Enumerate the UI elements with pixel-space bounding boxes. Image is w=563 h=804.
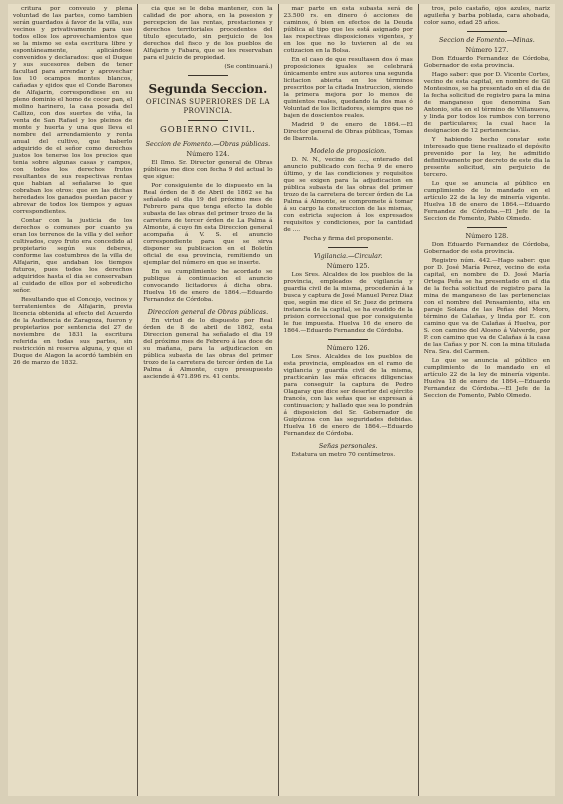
- section-heading: Señas personales.: [318, 442, 378, 450]
- item-number: Número 127.: [465, 46, 509, 54]
- paragraph: tros, pelo castaño, ojos azules, nariz aguileña y barba poblada, cara ahobada, color sano, edad 25 años.: [423, 6, 551, 26]
- section-subtitle: OFICINAS SUPERIORES DE LA PROVINCIA.: [145, 98, 270, 115]
- section-heading: Direccion general de Obras públicas.: [147, 308, 269, 316]
- section-heading: Seccion de Fomento.—Obras públicas.: [145, 140, 271, 148]
- continuation-note: (Se continuará.): [224, 64, 273, 70]
- paragraph: mar parte en esta subasta será de 23.500 rs. en dinero ó acciones de caminos, ó bien en efectos de la Deuda pública al tipo que les está asignado por las respectivas disposiciones vigentes, y en los que no lo tuvieren al de su cotizacion en la Bolsa.: [283, 6, 413, 54]
- paragraph: En virtud de lo dispuesto por Real órden de 8 de abril de 1862, esta Direccion general ha señalado el dia 19 del próximo mes de Febrero á las doce de su mañana, para la adjudicacion en pública subasta de las obras del primer trozo de la carretera de tercer órden de La Palma á Almonte, cuyo presupuesto asciende á 471.896 rs. 41 cents.: [143, 318, 273, 380]
- paragraph: Por consiguiente de lo dispuesto en la Real órden de 8 de Abril de 1862 se ha señalado el dia 19 del próximo mes de Febrero para que tenga efecto la doble subasta de las obras del primer trozo de la carretera de tercer órden de La Palma á Almonte, á cuyo fin esta Direccion general acompaña á V. S. el anuncio correspondiente para que se sirva disponer su publicacion en el Boletín oficial de esa provincia, remitiendo un ejemplar del número en que se inserte.: [143, 183, 273, 266]
- paragraph: critura por conveuio y plena voluntad de las partes, como tambien serán guardados á favor de la villa, sus vecinos y privativamente para uso todos ellos los aprovechamientos que se la mismo se esta escritura libre y espontáneamente, aplicándose convenidos y declarados: que el Duque y sus sucesores deben de tener facultad para arrendar y aprovechar los 10 ocampos montes blancos, cañadas y ejidos que el Conde Barones de Alfajarin, correspondiese en su pleno dominio el homo de cocer pan, el molino harinero, la casa posada del Callizo, con dos suertes de viña, la venta de San Rafael y los pleinos de monte y huerta y una que lleva el nombre del arrendamiento y renta anual del cultivo, que haberlo adquirido de el señor como derechos justos los tenerse los los precios que tenia sobre algunas casas y campos, con todos los derechos frutos resultantes de sus respectivas rentas que habian al señalarse lo que cobraban los otros: que en las dichas heredades los ganados puedan pacer y abrevar de todos los tiempos y aguas correspondientes.: [13, 6, 133, 215]
- divider: [328, 247, 368, 248]
- paragraph: cia que se le deba mantener, con la calidad de por ahora, en la posesion y percepcion de las rentas, prestaciones y derechos territoriales procedentes del título ejecutado, sin perjuicio de los derechos del fisco y de los pueblos de Alfajarin y Fabara, que se les reservaban para el juicio de propiedad.: [143, 6, 273, 61]
- paragraph: Madrid 9 de enero de 1864.—El Director general de Obras públicas, Tomas de Ibarrola.: [283, 122, 413, 142]
- column-3: [279, 4, 418, 796]
- paragraph: Don Eduardo Fernandez de Córdoba, Gobernador de esta provincia.: [423, 242, 551, 255]
- paragraph: Lo que se anuncia al público en cumplimiento de lo mandado en el artículo 22 de la ley de minería vigente. Huelva 18 de enero de 1864.—Eduardo Fernandez de Córdoba.—El Jefe de la Seccion de Fomento, Pablo Olmedo.: [423, 358, 551, 399]
- paragraph: En su cumplimiento he acordado se publique á continuacion el anuncio convocando licitadores á dicha obra. Huelva 16 de enero de 1864.—Eduardo Fernandez de Córdoba.: [143, 269, 273, 303]
- paragraph: Lo que se anuncia al público en cumplimiento de lo mandado en el artículo 22 de la ley de minería vigente. Huelva 18 de enero de 1864.—Eduardo Fernandez de Córdoba.—El Jefe de la Seccion de Fomento, Pablo Olmedo.: [423, 181, 551, 222]
- divider: [467, 227, 507, 228]
- section-heading: Vigilancia.—Circular.: [313, 252, 383, 260]
- column-4: [419, 4, 555, 796]
- column-1: [8, 4, 137, 796]
- item-number: Número 126.: [326, 344, 370, 352]
- paragraph: Estatura un metro 70 centímetros.: [291, 452, 396, 458]
- paragraph: Hago saber: que por D. Vicente Cortes, vecino de esta capital, en nombre de Gil Montesinos, se ha presentado en el dia de la fecha solicitud de registro para la mina de manganeso que denomina San Antonio, sita en el término de Villanueva, y linda por todos los rumbos con terreno de particulares; la cual hace la designacion de 12 pertenencias.: [423, 72, 551, 134]
- newspaper-page: [8, 4, 555, 796]
- paragraph: Registro núm. 442.—Hago saber: que por D. José María Perez, vecino de esta capital, en nombre de D. José María Ortega Peña se ha presentado en el dia de la fecha solicitud de registro para la mina de manganeso de las pertenencias con el nombre del Pensamiento, sita en paraje Solana de las Peñas del Moro, término de Calañas, y linda por E. con camino que va de Calañas á Huelva, por S. con camino del Alosno á Valverde, por P. con camino que va de Calañas á la casa de las Cañas y por N. con la mina titulada Nra. Sra. del Carmen.: [423, 258, 551, 355]
- paragraph: D. N. N., vecino de ...., enterado del anuncio publicado con fecha 9 de enero último, y de las condiciones y requisitos que se exigen para la adjudicacion en pública subasta de las obras del primer trozo de la carretera de tercer órden de La Palma á Almonte, se compromete á tomar á su cargo la construccion de las mismas, con estricta sujecion á los expresados requisitos y condiciones, por la cantidad de ....: [283, 157, 413, 233]
- section-title: Segunda Seccion.: [148, 82, 268, 96]
- paragraph: Y habiendo hecho constar este interesado que tiene realizado el depósito prevenido por la ley, he admitido definitivamente por decreto de este dia la presente solicitud, sin perjuicio de tercero.: [423, 137, 551, 178]
- divider: [467, 31, 507, 32]
- item-number: Número 125.: [326, 262, 370, 270]
- paragraph: En el caso de que resultasen dos ó mas proposiciones iguales se celebrará únicamente entre sus autores una segunda licitacion abierta en los términos prescritos por la citada Instruccion, siendo la primera mejora por lo menos de quinientos reales, quedando la dos mas ó Voluntad de los licitadores, siempre que no bajen de doscientos reales.: [283, 57, 413, 119]
- divider: [328, 339, 368, 340]
- section-heading: Modelo de proposicion.: [310, 147, 387, 155]
- paragraph: Don Eduardo Fernandez de Córdoba, Gobernador de esta provincia.: [423, 56, 551, 69]
- government-heading: GOBIERNO CIVIL.: [160, 125, 256, 135]
- divider: [188, 75, 228, 76]
- signature-line: Fecha y firma del proponente.: [303, 236, 394, 242]
- section-heading: Seccion de Fomento.—Minas.: [439, 36, 535, 44]
- column-2: [138, 4, 277, 796]
- paragraph: El Ilmo. Sr. Director general de Obras públicas me dice con fecha 9 del actual lo que sigue:: [143, 160, 273, 180]
- paragraph: Los Sres. Alcaldes de los pueblos de esta provincia, empleados en el ramo de vigilancia y guardia civil de la misma, practicarán las más eficaces diligencias para conseguir la captura de Pedro Olagaray que dice ser desertor del ejército francés, con las señas que se expresan á continuacion; y hallado que sea lo pondrán á disposicion del Sr. Gobernador de Guipúzcoa con las seguridades debidas. Huelva 16 de enero de 1864.—Eduardo Fernandez de Córdoba.: [283, 354, 413, 437]
- paragraph: Contar con la justicia de los derechos o comunes por cuanto ya eran los terrenos de la villa y del señor cultivados, cuyo fruto era concedido al propietario según sus deberes, conforme las costumbres de la villa de Alfajarin, que andaban los tiempos futuros, pues todos los derechos adquiridos hasta el dia se conservaban al cuidado de ellos por el sobredicho señor.: [13, 218, 133, 294]
- item-number: Número 124.: [186, 150, 230, 158]
- item-number: Número 128.: [465, 232, 509, 240]
- divider: [188, 120, 228, 121]
- paragraph: Los Sres. Alcaldes de los pueblos de la provincia, empleados de vigilancia y guardia civil de la misma, procederán á la busca y captura de José Manuel Perez Diaz que, según me dice el Sr. Juez de primera instancia de la capital, se ha evadido de la prision correccional que por consiguiente le fue impuesta. Huelva 16 de enero de 1864.—Eduardo Fernandez de Córdoba.: [283, 272, 413, 334]
- paragraph: Resultando que el Concejo, vecinos y terratenientes de Alfajarin, previa licencia obtenida al efecto del Acuerdo de la Audiencia de Zaragoza, fueron y propietarios por sentencia del 27 de noviembre de 1831 la escritura referida en todas sus partes, sin restricción ni reserva alguna, y que el Duque de Alagon la acordó también en 26 de marzo de 1832.: [13, 297, 133, 366]
